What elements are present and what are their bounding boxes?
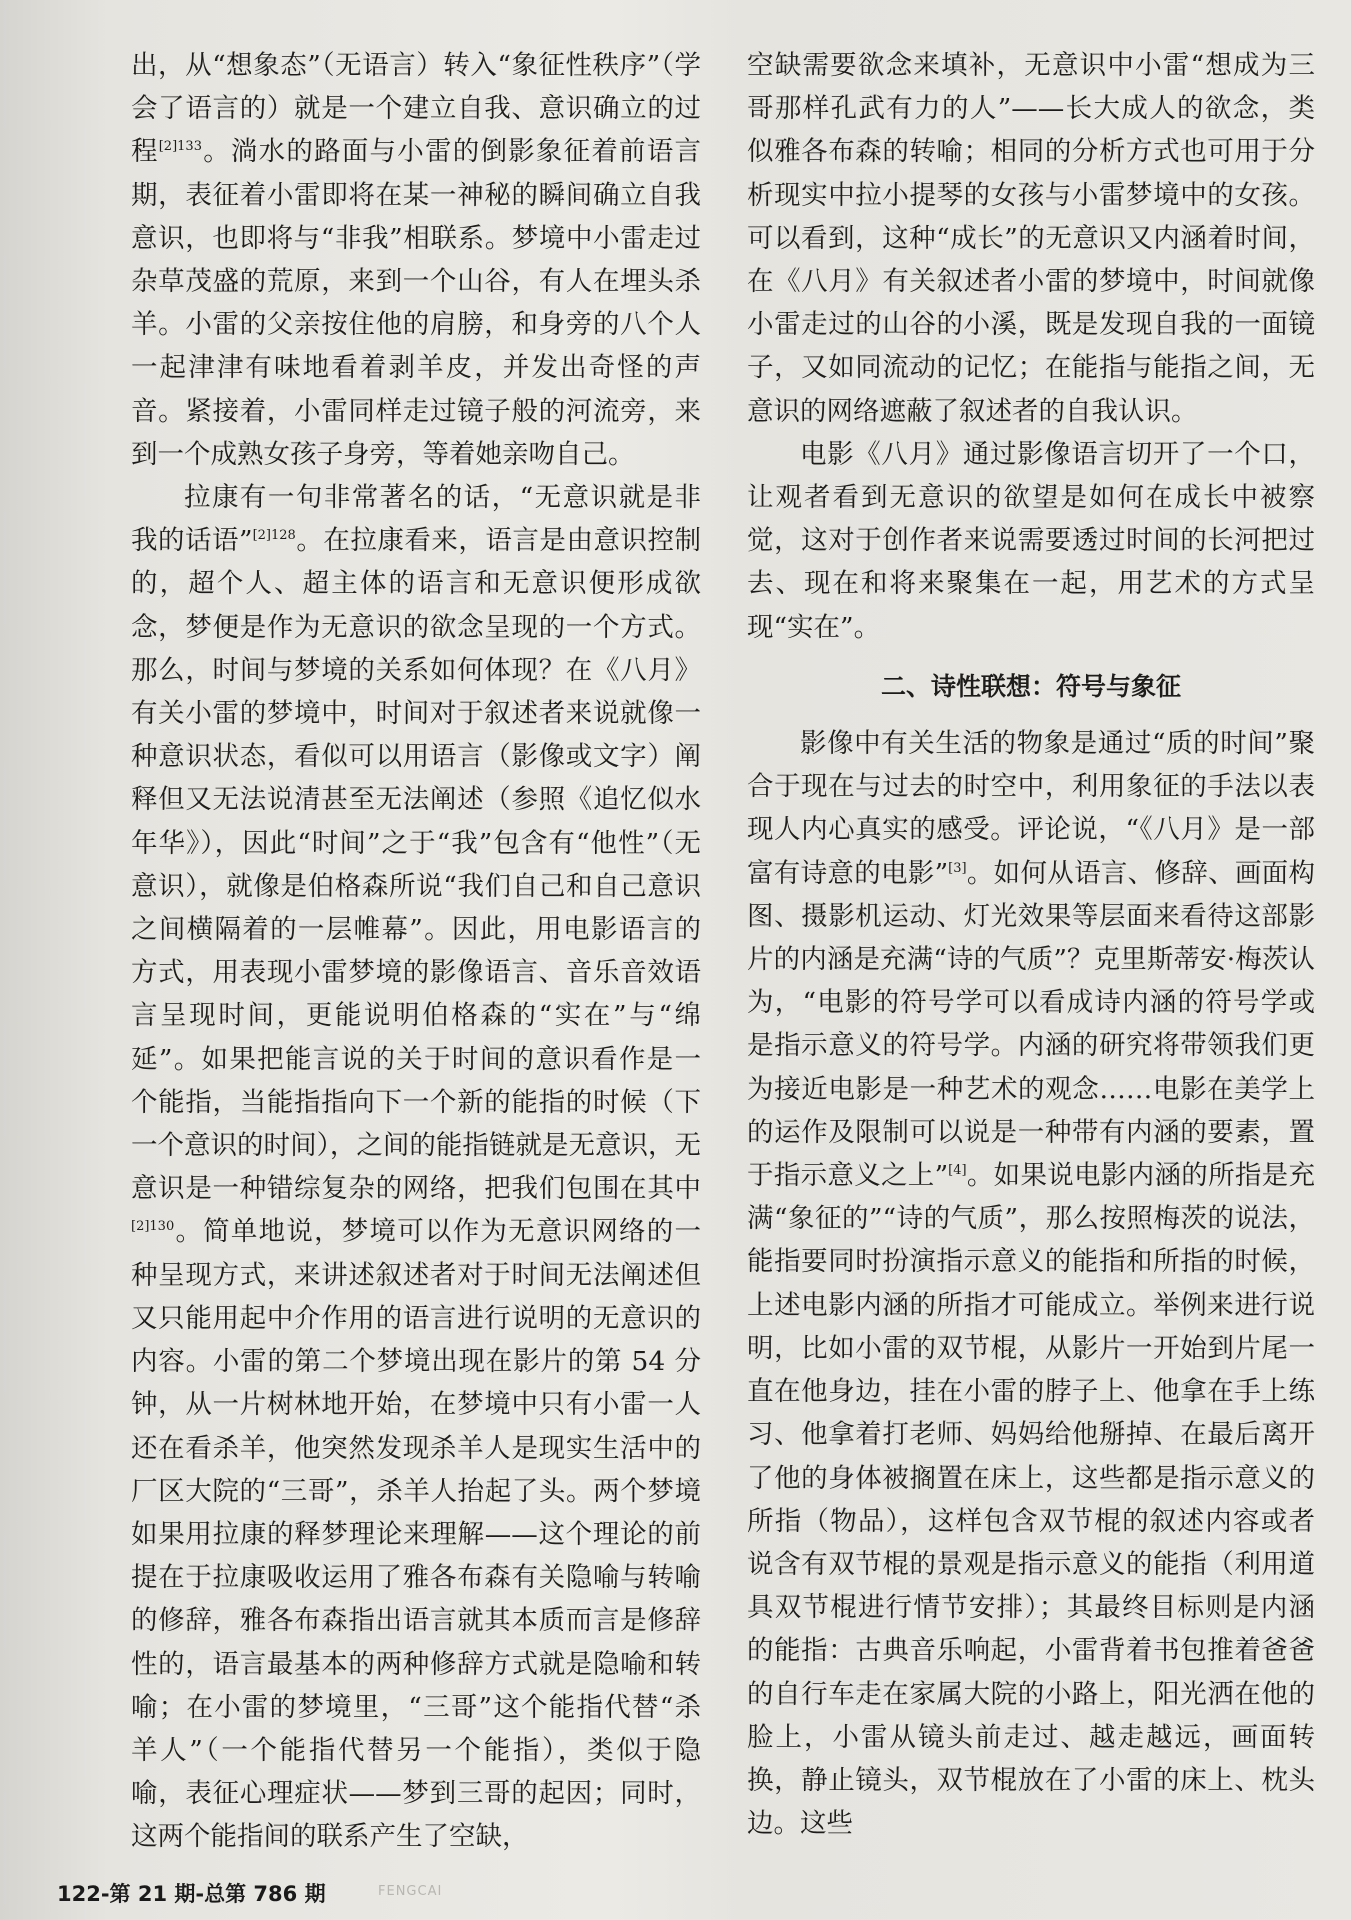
citation: [2]133 [158, 139, 202, 155]
paragraph-text: 出，从“想象态”（无语言）转入“象征性秩序”（学会了语言的）就是一个建立自我、意识确立的过程 [131, 50, 701, 168]
running-footer: FENGCAI [378, 1884, 443, 1899]
paragraph-text: 空缺需要欲念来填补，无意识中小雷“想成为三哥那样孔武有力的人”——长大成人的欲念，类似雅各布森的转喻；相同的分析方式也可用于分析现实中拉小提琴的女孩与小雷梦境中的女孩。可以看到，这种“成长”的无意识又内涵着时间，在《八月》有关叙述者小雷的梦境中，时间就像小雷走过的山谷的小溪，既是发现自我的一面镜子，又如同流动的记忆；在能指与能指之间，无意识的网络遮蔽了叙述者的自我认识。 [747, 50, 1315, 427]
citation: [2]130 [131, 1219, 175, 1235]
paragraph [131, 476, 701, 1859]
paragraph-text: 。淌水的路面与小雷的倒影象征着前语言期，表征着小雷即将在某一神秘的瞬间确立自我意识，也即将与“非我”相联系。梦境中小雷走过杂草茂盛的荒原，来到一个山谷，有人在埋头杀羊。小雷的父亲按住他的肩膀，和身旁的八个人一起津津有味地看着剥羊皮，并发出奇怪的声音。紧接着，小雷同样走过镜子般的河流旁，来到一个成熟女孩子身旁，等着她亲吻自己。 [131, 136, 702, 470]
paragraph-text: 。如何从语言、修辞、画面构图、摄影机运动、灯光效果等层面来看待这部影片的内涵是充满“诗的气质”？克里斯蒂安·梅茨认为，“电影的符号学可以看成诗内涵的符号学或是指示意义的符号学。内涵的研究将带领我们更为接近电影是一种艺术的观念……电影在美学上的运作及限制可以说是一种带有内涵的要素，置于指示意义之上” [747, 857, 1315, 1192]
left-column [131, 44, 701, 1859]
citation: [4] [948, 1163, 967, 1179]
paragraph-text: 电影《八月》通过影像语言切开了一个口，让观者看到无意识的欲望是如何在成长中被察觉，这对于创作者来说需要透过时间的长河把过去、现在和将来聚集在一起，用艺术的方式呈现“实在”。 [747, 438, 1315, 643]
paragraph-text: 拉康有一句非常著名的话，“无意识就是非我的话语” [131, 482, 701, 557]
right-column [747, 44, 1315, 1845]
paragraph [131, 44, 701, 476]
paragraph-text: 影像中有关生活的物象是通过“质的时间”聚合于现在与过去的时空中，利用象征的手法以表现人内心真实的感受。评论说，“《八月》是一部富有诗意的电影” [747, 728, 1315, 889]
section-heading: 二、诗性联想：符号与象征 [880, 671, 1181, 701]
page-folio: 122-第 21 期-总第 786 期 [57, 1882, 326, 1906]
paragraph-text: 。简单地说，梦境可以作为无意识网络的一种呈现方式，来讲述叙述者对于时间无法阐述但又只能用起中介作用的语言进行说明的无意识的内容。小雷的第二个梦境出现在影片的第 54 分钟，从一片树林地开始，在梦境中只有小雷一人还在看杀羊，他突然发现杀羊人是现实生活中的厂区大院的“三哥”，杀羊人抬起了头。两个梦境如果用拉康的释梦理论来理解——这个理论的前提在于拉康吸收运用了雅各布森有关隐喻与转喻的修辞，雅各布森指出语言就其本质而言是修辞性的，语言最基本的两种修辞方式就是隐喻和转喻；在小雷的梦境里，“三哥”这个能指代替“杀羊人”（一个能指代替另一个能指），类似于隐喻，表征心理症状——梦到三哥的起因；同时，这两个能指间的联系产生了空缺， [131, 1216, 701, 1853]
citation: [2]128 [252, 528, 296, 544]
paragraph [747, 433, 1315, 649]
paragraph [747, 44, 1315, 433]
paragraph-text: 。在拉康看来，语言是由意识控制的，超个人、超主体的语言和无意识便形成欲念，梦便是作为无意识的欲念呈现的一个方式。那么，时间与梦境的关系如何体现？在《八月》有关小雷的梦境中，时间对于叙述者来说就像一种意识状态，看似可以用语言（影像或文字）阐释但又无法说清甚至无法阐述（参照《追忆似水年华》），因此“时间”之于“我”包含有“他性”（无意识），就像是伯格森所说“我们自己和自己意识之间横隔着的一层帷幕”。因此，用电影语言的方式，用表现小雷梦境的影像语言、音乐音效语言呈现时间，更能说明伯格森的“实在”与“绵延”。如果把能言说的关于时间的意识看作是一个能指，当能指指向下一个新的能指的时候（下一个意识的时间），之间的能指链就是无意识，无意识是一种错综复杂的网络，把我们包围在其中 [131, 525, 701, 1205]
citation: [3] [948, 860, 967, 876]
paragraph [747, 722, 1315, 1845]
paragraph-text: 。如果说电影内涵的所指是充满“象征的”“诗的气质”，那么按照梅茨的说法，能指要同时扮演指示意义的能指和所指的时候，上述电影内涵的所指才可能成立。举例来进行说明，比如小雷的双节棍，从影片一开始到片尾一直在他身边，挂在小雷的脖子上、他拿在手上练习、他拿着打老师、妈妈给他掰掉、在最后离开了他的身体被搁置在床上，这些都是指示意义的所指（物品），这样包含双节棍的叙述内容或者说含有双节棍的景观是指示意义的能指（利用道具双节棍进行情节安排）；其最终目标则是内涵的能指：古典音乐响起，小雷背着书包推着爸爸的自行车走在家属大院的小路上，阳光洒在他的脸上，小雷从镜头前走过、越走越远，画面转换，静止镜头，双节棍放在了小雷的床上、枕头边。这些 [747, 1160, 1315, 1840]
